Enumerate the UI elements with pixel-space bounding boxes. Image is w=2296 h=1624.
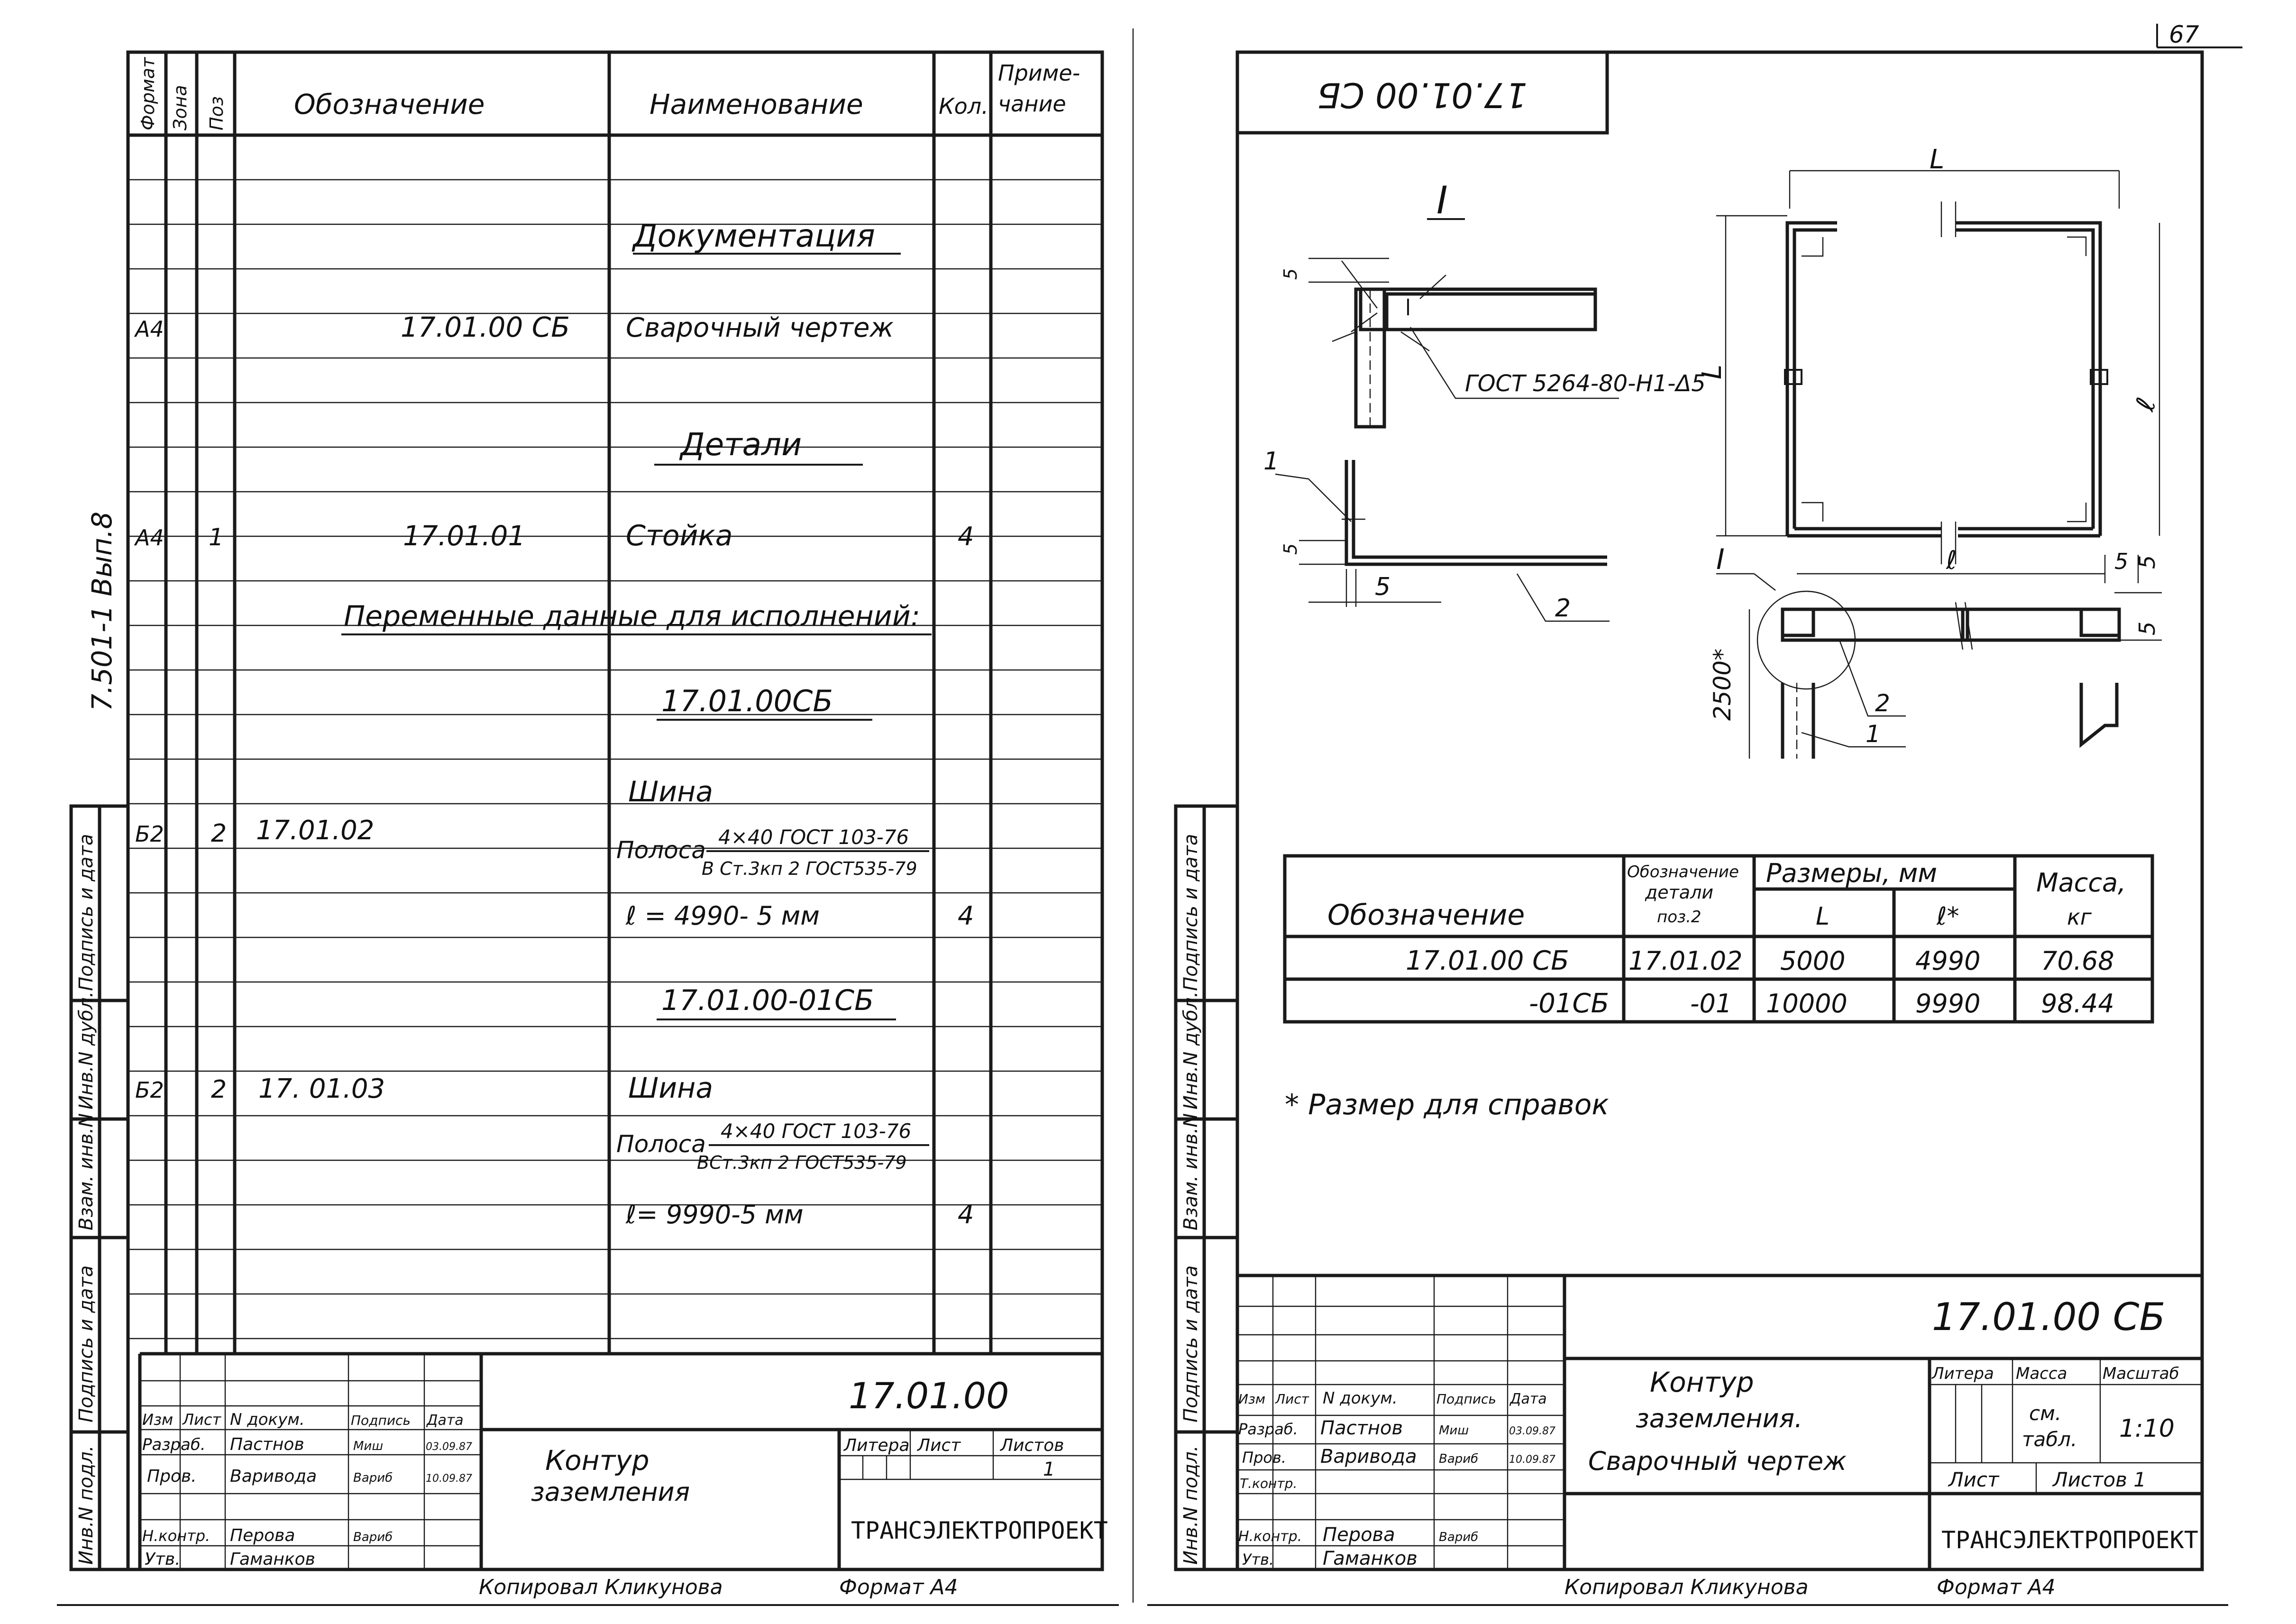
page-number-box [2157, 21, 2242, 48]
tbl-col-designation: Обозначение [1327, 899, 1525, 932]
variant1-qty: 4 [958, 901, 974, 931]
variant2-qty: 4 [958, 1200, 974, 1229]
elev-pos2: 2 [1875, 689, 1890, 717]
right-format-label: Формат А4 [1937, 1575, 2056, 1599]
right-sheet [1176, 52, 2202, 1599]
variant2-title: 17.01.00-01СБ [661, 984, 874, 1017]
tb-title-2: заземления [531, 1477, 690, 1507]
spec-body [134, 218, 974, 1229]
corner-stamp: 17.01.00 СБ [1317, 75, 1528, 115]
tb-sign-1: Миш [353, 1439, 384, 1453]
part-row-format: А4 [135, 525, 164, 551]
r-tb-name-4: Перова [1323, 1524, 1395, 1546]
dim-l-side: ℓ [2130, 394, 2163, 415]
left-frame [128, 52, 1102, 1569]
plan-view [1697, 144, 2162, 583]
r-side-stamp-3: Взам. инв.N [1180, 1113, 1202, 1230]
tbl-col-mass-2: кг [2067, 904, 2092, 930]
tbl-r2-part: -01 [1690, 989, 1732, 1018]
dim-five-a: 5 [1280, 268, 1301, 280]
tbl-col-part-1: Обозначение [1627, 862, 1739, 881]
tbl-col-l: ℓ* [1937, 902, 1959, 931]
variant2-pos: 2 [211, 1075, 227, 1104]
dim-five-b: 5 [1280, 543, 1301, 555]
tbl-col-part-2: детали [1645, 882, 1714, 903]
tb-col-izm: Изм [142, 1411, 174, 1429]
right-frame [1237, 52, 2202, 1569]
r-side-stamp-5: Инв.N подл. [1180, 1445, 1202, 1565]
dim-five-f: 5 [2134, 621, 2160, 635]
r-tb-mass-value-2: табл. [2022, 1428, 2077, 1451]
r-tb-title-3: Сварочный чертеж [1588, 1446, 1847, 1476]
dim-five-d: 5 [2114, 549, 2129, 574]
tbl-col-mass-1: Масса, [2036, 868, 2126, 898]
right-side-stamp [1176, 806, 1237, 1569]
side-stamp-1: Подпись и дата [75, 834, 97, 991]
variant1-designation: 17.01.02 [256, 815, 375, 846]
tb-sheet: Лист [917, 1436, 961, 1455]
dim-five-e: 5 [2134, 555, 2160, 569]
r-tb-col-sign: Подпись [1436, 1391, 1496, 1407]
r-tb-sheets: Листов 1 [2053, 1468, 2146, 1491]
tbl-col-part-3: поз.2 [1657, 908, 1701, 927]
r-tb-name-2: Варивода [1320, 1446, 1417, 1468]
r-side-stamp-4: Подпись и дата [1180, 1265, 1202, 1422]
part-row-name: Стойка [626, 519, 733, 552]
variant1-group: Шина [628, 775, 713, 808]
tb-role-4: Утв. [145, 1550, 181, 1569]
footnote: * Размер для справок [1285, 1088, 1609, 1121]
tbl-r2-mass: 98.44 [2041, 989, 2114, 1018]
header-qty: Кол. [939, 93, 988, 119]
header-name: Наименование [649, 88, 863, 120]
variant2-length: ℓ= 9990-5 мм [626, 1200, 804, 1229]
doc-row-name: Сварочный чертеж [626, 312, 894, 343]
tb-litera: Литера [844, 1436, 910, 1455]
tb-role-1: Разраб. [142, 1435, 206, 1454]
left-sheet [71, 52, 1108, 1599]
tb-sign-3: Вариб [353, 1530, 393, 1544]
r-tb-scale: Масштаб [2103, 1364, 2179, 1383]
r-tb-mass-value-1: см. [2029, 1402, 2062, 1425]
tb-name-1: Пастнов [230, 1435, 304, 1454]
r-side-stamp-2: Инв.N дубл. [1180, 991, 1202, 1110]
r-tb-col-izm: Изм [1238, 1391, 1265, 1407]
detail-pos2: 2 [1555, 594, 1571, 623]
tb-sign-2: Вариб [353, 1471, 393, 1485]
variant2-group: Шина [628, 1072, 713, 1105]
r-tb-name-1: Пастнов [1320, 1417, 1403, 1439]
r-tb-sign-1: Миш [1439, 1423, 1469, 1438]
series-margin-label: 7.501-1 Вып.8 [86, 511, 118, 711]
tb-sheets-value: 1 [1043, 1459, 1055, 1480]
r-tb-role-2: Пров. [1242, 1449, 1286, 1467]
tb-col-date: Дата [427, 1412, 464, 1429]
detail-pos1: 1 [1263, 447, 1280, 476]
side-stamp-4: Подпись и дата [75, 1265, 97, 1422]
tbl-r1-l: 4990 [1915, 946, 1981, 976]
dim-height: 2500* [1709, 648, 1736, 721]
section-parts: Детали [680, 426, 802, 463]
side-stamp-5: Инв.N подл. [75, 1445, 97, 1565]
tbl-r1-designation: 17.01.00 СБ [1406, 945, 1569, 976]
r-tb-col-ndoc: N докум. [1323, 1389, 1398, 1408]
tb-sheets: Листов [1000, 1436, 1064, 1455]
variant1-length: ℓ = 4990- 5 мм [626, 901, 820, 931]
r-tb-org: ТРАНСЭЛЕКТРОПРОЕКТ [1941, 1526, 2198, 1554]
right-copied-by: Копировал Кликунова [1564, 1575, 1809, 1599]
r-tb-sign-4: Вариб [1439, 1530, 1479, 1544]
r-tb-title-1: Контур [1650, 1366, 1754, 1398]
variant1-pos: 2 [211, 819, 227, 848]
left-copied-by: Копировал Кликунова [479, 1575, 723, 1599]
variant2-format: Б2 [135, 1077, 164, 1103]
variant2-strip-num: 4×40 ГОСТ 103-76 [721, 1119, 912, 1143]
tb-org: ТРАНСЭЛЕКТРОПРОЕКТ [851, 1517, 1108, 1544]
r-tb-title-2: заземления. [1636, 1404, 1803, 1433]
variant1-strip-num: 4×40 ГОСТ 103-76 [718, 826, 909, 849]
r-tb-date-2: 10.09.87 [1509, 1454, 1555, 1466]
section-mark: I [1716, 543, 1725, 576]
side-stamp-3: Взам. инв.N [75, 1113, 97, 1230]
variant1-strip-label: Полоса [616, 836, 706, 864]
tbl-col-sizes: Размеры, мм [1766, 858, 1938, 888]
tbl-r1-part: 17.01.02 [1628, 946, 1743, 976]
tb-col-ndoc: N докум. [230, 1410, 305, 1429]
tb-doc-number: 17.01.00 [849, 1375, 1009, 1417]
variant1-strip-den: В Ст.3кп 2 ГОСТ535-79 [702, 858, 917, 879]
left-format-label: Формат А4 [839, 1575, 958, 1599]
weld-note: ГОСТ 5264-80-Н1-Δ5 [1465, 370, 1706, 397]
r-tb-doc-number: 17.01.00 СБ [1932, 1295, 2166, 1339]
header-note-1: Приме- [998, 60, 1080, 86]
tbl-r2-designation: -01СБ [1529, 988, 1609, 1019]
r-tb-role-4: Н.контр. [1238, 1528, 1302, 1545]
tbl-r1-mass: 70.68 [2041, 946, 2114, 976]
tb-date-2: 10.09.87 [426, 1473, 472, 1485]
header-note-2: чание [998, 91, 1066, 117]
variant2-strip-den: ВСт.3кп 2 ГОСТ535-79 [697, 1152, 907, 1173]
tbl-r2-L: 10000 [1766, 989, 1848, 1018]
variant2-designation: 17. 01.03 [258, 1073, 385, 1104]
section-documentation: Документация [633, 218, 875, 254]
r-tb-mass: Масса [2016, 1364, 2067, 1383]
r-tb-col-date: Дата [1510, 1391, 1547, 1407]
dim-l-bottom: ℓ [1946, 545, 1957, 575]
variants-table [1285, 856, 2152, 1022]
header-zone: Зона [170, 85, 191, 130]
page-number: 67 [2169, 21, 2199, 48]
r-tb-sign-2: Вариб [1439, 1452, 1479, 1466]
header-pos: Поз [206, 96, 227, 130]
spec-grid [128, 52, 1102, 1354]
tb-col-sign: Подпись [351, 1413, 411, 1428]
dim-L-side: L [1697, 364, 1728, 379]
left-title-block [140, 1354, 1108, 1569]
variant1-title: 17.01.00СБ [661, 684, 833, 718]
right-title-block [1237, 1275, 2202, 1569]
variant2-strip-label: Полоса [616, 1130, 706, 1158]
r-tb-role-1: Разраб. [1238, 1420, 1298, 1438]
r-tb-name-5: Гаманков [1323, 1548, 1418, 1569]
side-stamp-2: Инв.N дубл. [75, 991, 97, 1110]
variable-data-heading: Переменные данные для исполнений: [344, 600, 920, 633]
tb-col-list: Лист [183, 1411, 221, 1429]
part-row-designation: 17.01.01 [403, 520, 526, 552]
doc-row-format: А4 [135, 316, 164, 342]
r-tb-col-list: Лист [1275, 1391, 1309, 1407]
elev-pos1: 1 [1866, 720, 1881, 748]
detail-view-I [1263, 178, 1706, 623]
doc-row-designation: 17.01.00 СБ [401, 311, 570, 343]
r-tb-role-3: Т.контр. [1240, 1476, 1298, 1491]
tb-name-3: Перова [230, 1526, 295, 1545]
r-tb-date-1: 03.09.87 [1509, 1425, 1555, 1437]
dim-L-top: L [1930, 144, 1945, 175]
part-row-pos: 1 [209, 523, 224, 551]
variant1-format: Б2 [135, 821, 164, 847]
r-tb-scale-value: 1:10 [2119, 1414, 2175, 1443]
tbl-r2-l: 9990 [1915, 989, 1981, 1018]
part-row-qty: 4 [958, 522, 974, 551]
r-tb-sheet: Лист [1948, 1468, 1999, 1491]
r-tb-role-5: Утв. [1242, 1551, 1274, 1569]
tb-name-2: Варивода [230, 1467, 317, 1486]
tb-date-1: 03.09.87 [426, 1441, 472, 1453]
tb-role-2: Пров. [147, 1467, 197, 1486]
tb-title-1: Контур [545, 1444, 649, 1477]
header-format: Формат [137, 57, 158, 130]
tb-name-4: Гаманков [230, 1550, 315, 1569]
dim-five-c: 5 [1375, 573, 1391, 601]
tbl-r1-L: 5000 [1780, 946, 1846, 976]
r-tb-litera: Литера [1932, 1364, 1994, 1383]
side-elevation [1709, 543, 2162, 759]
view-label: I [1436, 178, 1448, 222]
header-designation: Обозначение [294, 88, 485, 120]
left-side-stamp [71, 806, 128, 1569]
r-side-stamp-1: Подпись и дата [1180, 834, 1202, 991]
tbl-col-L: L [1816, 902, 1829, 931]
tb-role-3: Н.контр. [142, 1527, 210, 1545]
